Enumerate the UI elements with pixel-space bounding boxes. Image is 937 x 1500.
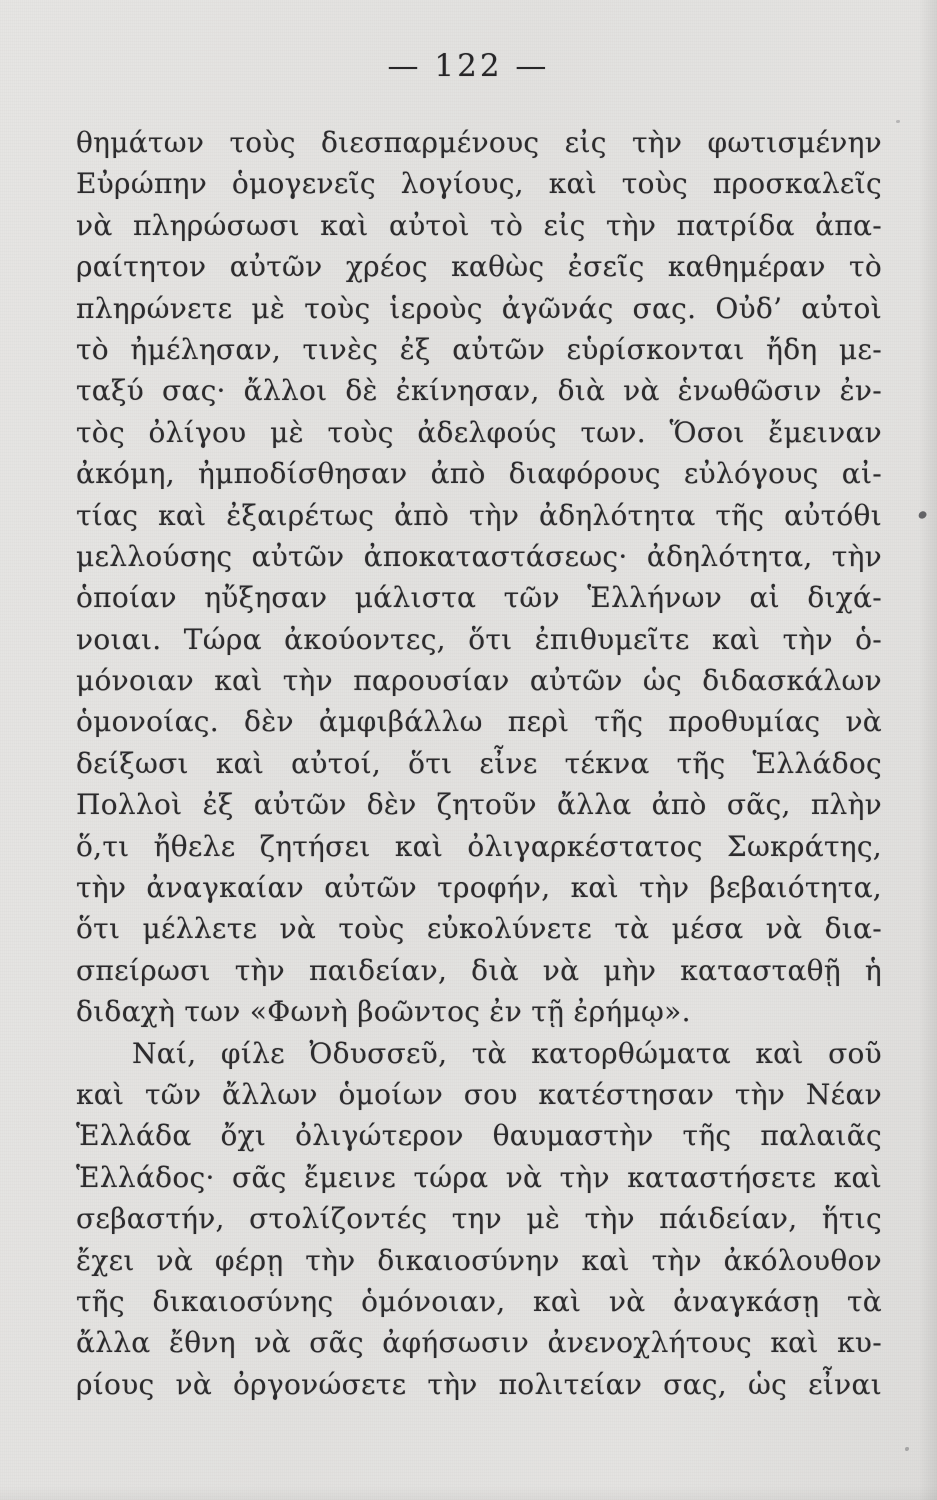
text-line: ὅτι μέλλετε νὰ τοὺς εὐκολύνετε τὰ μέσα νὰ δια- — [76, 912, 882, 946]
text-line: μελλούσης αὐτῶν ἀποκαταστάσεως· ἀδηλότητα, τὴν — [76, 539, 882, 573]
page-text-block — [76, 122, 882, 1405]
text-line: ἄλλα ἔθνη νὰ σᾶς ἀφήσωσιν ἀνενοχλήτους καὶ κυ- — [76, 1326, 882, 1360]
text-line-paragraph-end: διδαχὴ των «Φωνὴ βοῶντος ἐν τῇ ἐρήμῳ». — [76, 995, 691, 1029]
text-line: ὅ,τι ἤθελε ζητήσει καὶ ὀλιγαρκέστατος Σωκράτης, — [76, 829, 882, 863]
text-line: ραίτητον αὐτῶν χρέος καθὼς ἐσεῖς καθημέραν τὸ — [76, 250, 882, 284]
text-line: ἔχει νὰ φέρῃ τὴν δικαιοσύνην καὶ τὴν ἀκόλουθον — [76, 1243, 882, 1277]
text-line: νὰ πληρώσωσι καὶ αὐτοὶ τὸ εἰς τὴν πατρίδα ἀπα- — [76, 208, 882, 242]
text-line: Ἑλλάδα ὄχι ὀλιγώτερον θαυμαστὴν τῆς παλαιᾶς — [76, 1119, 882, 1153]
text-line: ὁμονοίας. δὲν ἀμφιβάλλω περὶ τῆς προθυμίας νὰ — [76, 705, 882, 739]
ink-speck — [905, 1447, 909, 1451]
text-line: ὁποίαν ηὔξησαν μάλιστα τῶν Ἑλλήνων αἱ διχά- — [76, 581, 882, 615]
text-line: τὴν ἀναγκαίαν αὐτῶν τροφήν, καὶ τὴν βεβαιότητα, — [76, 871, 882, 905]
ink-speck — [896, 120, 900, 123]
text-line: Πολλοὶ ἐξ αὐτῶν δὲν ζητοῦν ἄλλα ἀπὸ σᾶς, πλὴν — [76, 788, 882, 822]
text-line: μόνοιαν καὶ τὴν παρουσίαν αὐτῶν ὡς διδασκάλων — [76, 664, 882, 698]
text-line: σπείρωσι τὴν παιδείαν, διὰ νὰ μὴν κατασταθῇ ἡ — [76, 953, 882, 987]
text-line: θημάτων τοὺς διεσπαρμένους εἰς τὴν φωτισμένην — [76, 126, 882, 159]
text-line: ταξύ σας· ἄλλοι δὲ ἐκίνησαν, διὰ νὰ ἑνωθῶσιν ἐν- — [76, 374, 882, 408]
text-line: νοιαι. Τώρα ἀκούοντες, ὅτι ἐπιθυμεῖτε καὶ τὴν ὁ- — [76, 622, 882, 656]
text-line: καὶ τῶν ἄλλων ὁμοίων σου κατέστησαν τὴν Νέαν — [76, 1077, 882, 1111]
text-line: Εὐρώπην ὁμογενεῖς λογίους, καὶ τοὺς προσκαλεῖς — [76, 167, 882, 201]
text-line-paragraph-start: Ναί, φίλε Ὀδυσσεῦ, τὰ κατορθώματα καὶ σοῦ — [132, 1036, 882, 1070]
text-line: τὸ ἠμέλησαν, τινὲς ἐξ αὐτῶν εὑρίσκονται ἤδη με- — [76, 332, 882, 366]
text-line: πληρώνετε μὲ τοὺς ἱεροὺς ἀγῶνάς σας. Οὐδ’ αὐτοὶ — [76, 291, 882, 325]
text-line: τὸς ὀλίγου μὲ τοὺς ἀδελφούς των. Ὅσοι ἔμειναν — [76, 415, 882, 449]
page-edge-shadow-right — [919, 0, 937, 1500]
text-line: ρίους νὰ ὀργονώσετε τὴν πολιτείαν σας, ὡς εἶναι — [76, 1367, 882, 1401]
page-edge-shadow-bottom — [0, 1486, 937, 1500]
text-line: τῆς δικαιοσύνης ὁμόνοιαν, καὶ νὰ ἀναγκάσῃ τὰ — [76, 1284, 882, 1318]
page-number-header: — 122 — — [387, 48, 550, 84]
text-line: τίας καὶ ἐξαιρέτως ἀπὸ τὴν ἀδηλότητα τῆς αὐτόθι — [76, 498, 882, 532]
text-line: Ἑλλάδος· σᾶς ἔμεινε τώρα νὰ τὴν καταστήσετε καὶ — [76, 1160, 882, 1194]
text-line: σεβαστήν, στολίζοντές την μὲ τὴν πάιδείαν, ἥτις — [76, 1202, 882, 1236]
text-line: δείξωσι καὶ αὐτοί, ὅτι εἶνε τέκνα τῆς Ἑλλάδος — [76, 746, 882, 780]
text-line: ἀκόμη, ἠμποδίσθησαν ἀπὸ διαφόρους εὐλόγους αἰ- — [76, 457, 882, 491]
